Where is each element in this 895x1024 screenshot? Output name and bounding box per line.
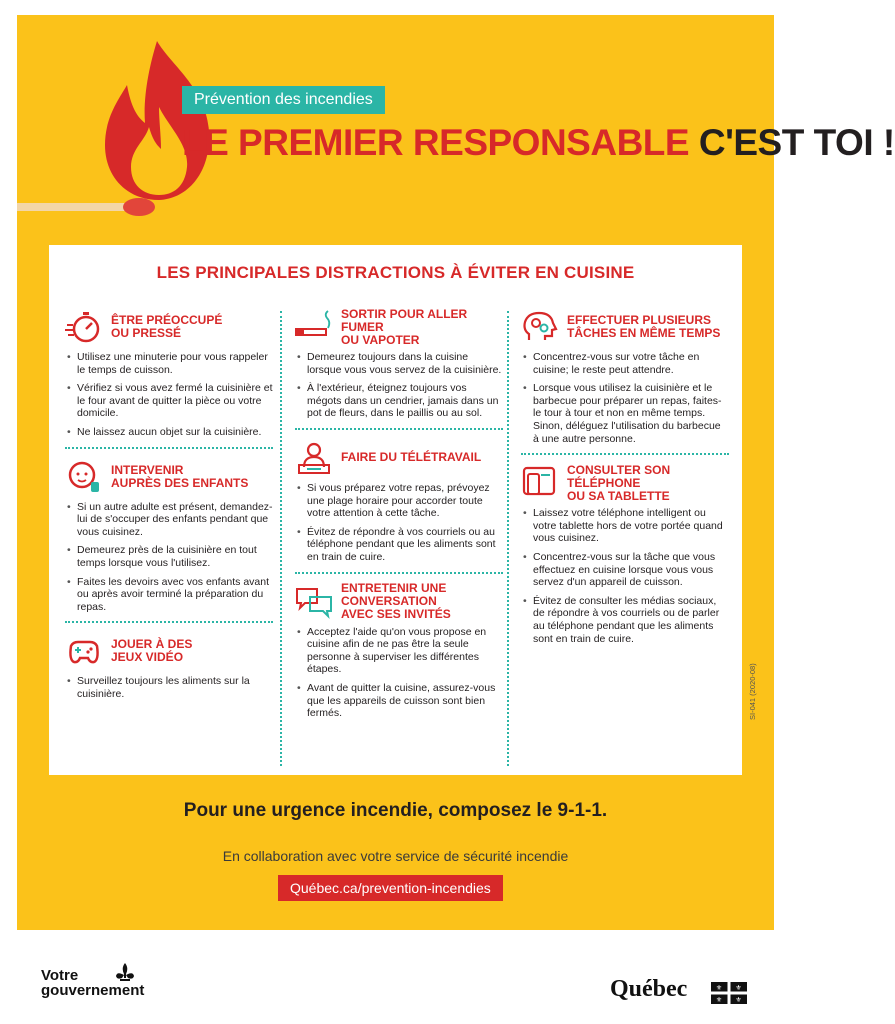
telework-icon [295,441,333,475]
column-1 [65,305,273,707]
column-divider [507,311,509,766]
section-enfants [65,455,273,614]
phone-icon [521,466,559,500]
section-title: JOUER À DES JEUX VIDÉO [111,637,193,665]
list-item: • Vérifiez si vous avez fermé la cuisinière et le four avant de quitter la pièce ou votre domicile. [65,382,273,420]
cigarette-icon [295,310,333,344]
website-link[interactable]: Québec.ca/prevention-incendies [278,875,503,901]
section-jeux [65,629,273,700]
section-title: SORTIR POUR ALLER FUMER OU VAPOTER [341,306,468,347]
list-item: • Concentrez-vous sur la tâche que vous effectuez en cuisine lorsque vous vous servez d'un appareil de cuisson. [521,551,729,589]
svg-text:⚜: ⚜ [715,984,723,992]
gov-logo-text: Votre gouvernement [41,967,145,999]
section-divider [65,447,273,449]
list-item: • À l'extérieur, éteignez toujours vos mégots dans un cendrier, jamais dans un pot de fleurs, dans le paillis ou au sol. [295,382,503,420]
headline-red: LE PREMIER RESPONSABLE [182,122,690,163]
section-divider [295,572,503,574]
list-item: • Demeurez près de la cuisinière en tout temps lorsque vous l'utilisez. [65,544,273,569]
section-conversation [295,580,503,720]
svg-text:⚜: ⚜ [715,996,723,1004]
card-title: LES PRINCIPALES DISTRACTIONS À ÉVITER EN CUISINE [156,263,635,282]
section-divider [521,453,729,455]
column-3 [521,305,729,651]
brain-gears-icon [521,310,559,344]
list-item: • Utilisez une minuterie pour vous rappeler le temps de cuisson. [65,351,273,376]
page-title [182,122,895,164]
quebec-wordmark: Québec [610,976,688,1002]
section-title: CONSULTER SON TÉLÉPHONE OU SA TABLETTE [567,462,671,503]
list-item: • Acceptez l'aide qu'on vous propose en cuisine afin de ne pas être la seule personne à superviser les différentes étapes. [295,626,503,676]
timer-icon [65,310,103,344]
list-item: • Évitez de répondre à vos courriels ou au téléphone pendant que les aliments sont en train de cuire. [295,526,503,564]
fleur-de-lis-icon [114,962,136,986]
section-title: EFFECTUER PLUSIEURS TÂCHES EN MÊME TEMPS [567,313,721,340]
document-code [748,708,757,720]
list-item: • Ne laissez aucun objet sur la cuisinière. [65,426,273,439]
section-divider [65,621,273,623]
svg-text:⚜: ⚜ [735,984,742,992]
section-telephone [521,461,729,645]
section-title: FAIRE DU TÉLÉTRAVAIL [341,450,482,465]
list-item: • Surveillez toujours les aliments sur la cuisinière. [65,675,273,700]
svg-text:⚜: ⚜ [735,996,742,1004]
list-item: • Concentrez-vous sur votre tâche en cuisine; le reste peut attendre. [521,351,729,376]
list-item: • Si un autre adulte est présent, demandez-lui de s'occuper des enfants pendant que vous cuisinez. [65,501,273,539]
section-teletravail [295,436,503,564]
column-2 [295,305,503,726]
distractions-card [49,245,742,775]
section-multitache [521,305,729,445]
list-item: • Si vous préparez votre repas, prévoyez une plage horaire pour accorder toute votre attention à cette tâche. [295,482,503,520]
baby-icon [65,460,103,494]
list-item: • Faites les devoirs avec vos enfants avant ou après avoir terminé la préparation du repas. [65,576,273,614]
chat-icon [295,585,333,619]
headline-dark: C'EST TOI ! [698,122,895,163]
quebec-flag-icon [711,982,747,1004]
emergency-message: Pour une urgence incendie, composez le 9-1-1. [183,800,608,821]
collaboration-text: En collaboration avec votre service de sécurité incendie [222,848,569,864]
flame-icon [97,37,217,202]
list-item: • Demeurez toujours dans la cuisine lorsque vous vous servez de la cuisinière. [295,351,503,376]
list-item: • Lorsque vous utilisez la cuisinière et le barbecue pour préparer un repas, faites-le tour à tour et non en même temps. Sinon, déléguez l'utilisation du barbecue à une autre personne. [521,382,729,445]
list-item: • Évitez de consulter les médias sociaux, de répondre à vos courriels ou de parler au téléphone pendant que les aliments sont en train de cuire. [521,595,729,645]
section-fumer [295,305,503,420]
gamepad-icon [65,634,103,668]
section-divider [295,428,503,430]
match-icon [17,197,157,217]
section-title: ÊTRE PRÉOCCUPÉ OU PRESSÉ [111,313,223,340]
list-item: • Avant de quitter la cuisine, assurez-vous que les appareils de cuisson sont bien fermés. [295,682,503,720]
section-preoccupe [65,305,273,439]
topic-tag: Prévention des incendies [182,86,385,114]
section-title: INTERVENIR AUPRÈS DES ENFANTS [111,462,249,490]
column-divider [280,311,282,766]
list-item: • Laissez votre téléphone intelligent ou votre tablette hors de votre portée quand vous cuisinez. [521,507,729,545]
section-title: ENTRETENIR UNE CONVERSATION AVEC SES INVITÉS [341,581,451,622]
